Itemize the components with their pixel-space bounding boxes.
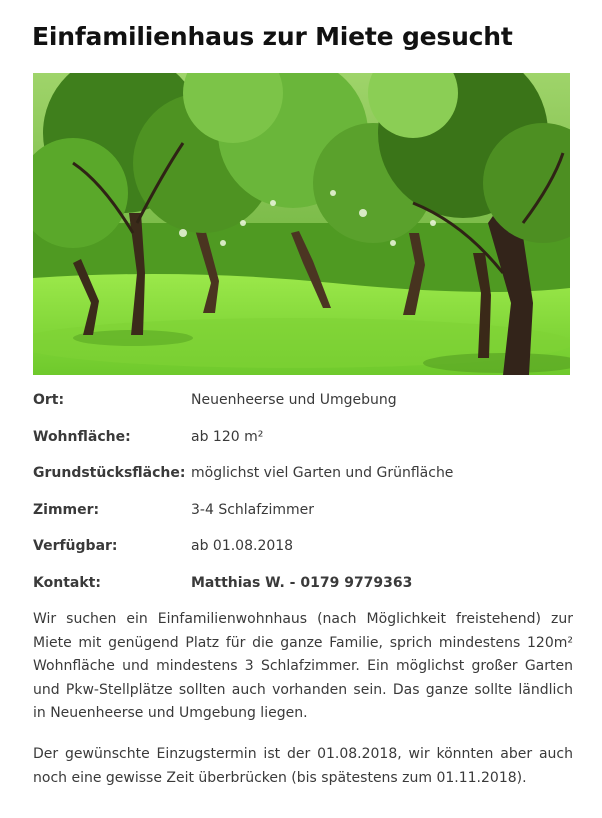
fact-row-kontakt [33, 575, 573, 612]
fact-value: möglichst viel Garten und Grünfläche [191, 465, 454, 481]
fact-label: Wohnfläche: [33, 428, 131, 445]
facts-table [33, 392, 573, 611]
fact-row-verfuegbar [33, 538, 573, 575]
fact-label: Ort: [33, 392, 65, 408]
fact-row-grundstuecksflaeche [33, 465, 573, 502]
fact-row-wohnflaeche [33, 429, 573, 466]
move-in-paragraph: Der gewünschte Einzugstermin ist der 01.08.2018, wir könnten aber auch noch eine gewisse Zeit überbrücken (bis spätestens zum 01.11.2018). [33, 746, 573, 786]
fact-label: Verfügbar: [33, 538, 118, 554]
fact-value: ab 01.08.2018 [191, 538, 294, 554]
description-paragraph: Wir suchen ein Einfamilienwohnhaus (nach Möglichkeit freistehend) zur Miete mit genügend Platz für die ganze Familie, sprich mindestens 120m² Wohnfläche und mindestens 3 Schlafzimmer. Ein möglichst großer Garten und Pkw-Stellplätze sollten auch vorhanden sein. Das ganze sollte ländlich in Neuenheerse und Umgebung liegen. [33, 611, 573, 721]
fact-label: Grundstücksfläche: [33, 465, 186, 481]
fact-value: 3-4 Schlafzimmer [191, 501, 315, 518]
fact-label: Kontakt: [33, 574, 101, 591]
fact-row-ort [33, 392, 573, 429]
fact-label: Zimmer: [33, 501, 100, 518]
fact-value: ab 120 m² [191, 428, 264, 445]
contact-value: Matthias W. - 0179 9779363 [191, 574, 413, 591]
fact-value: Neuenheerse und Umgebung [191, 392, 397, 408]
page-title: Einfamilienhaus zur Miete gesucht [32, 22, 513, 51]
orchard-photo [33, 73, 570, 375]
fact-row-zimmer [33, 502, 573, 539]
